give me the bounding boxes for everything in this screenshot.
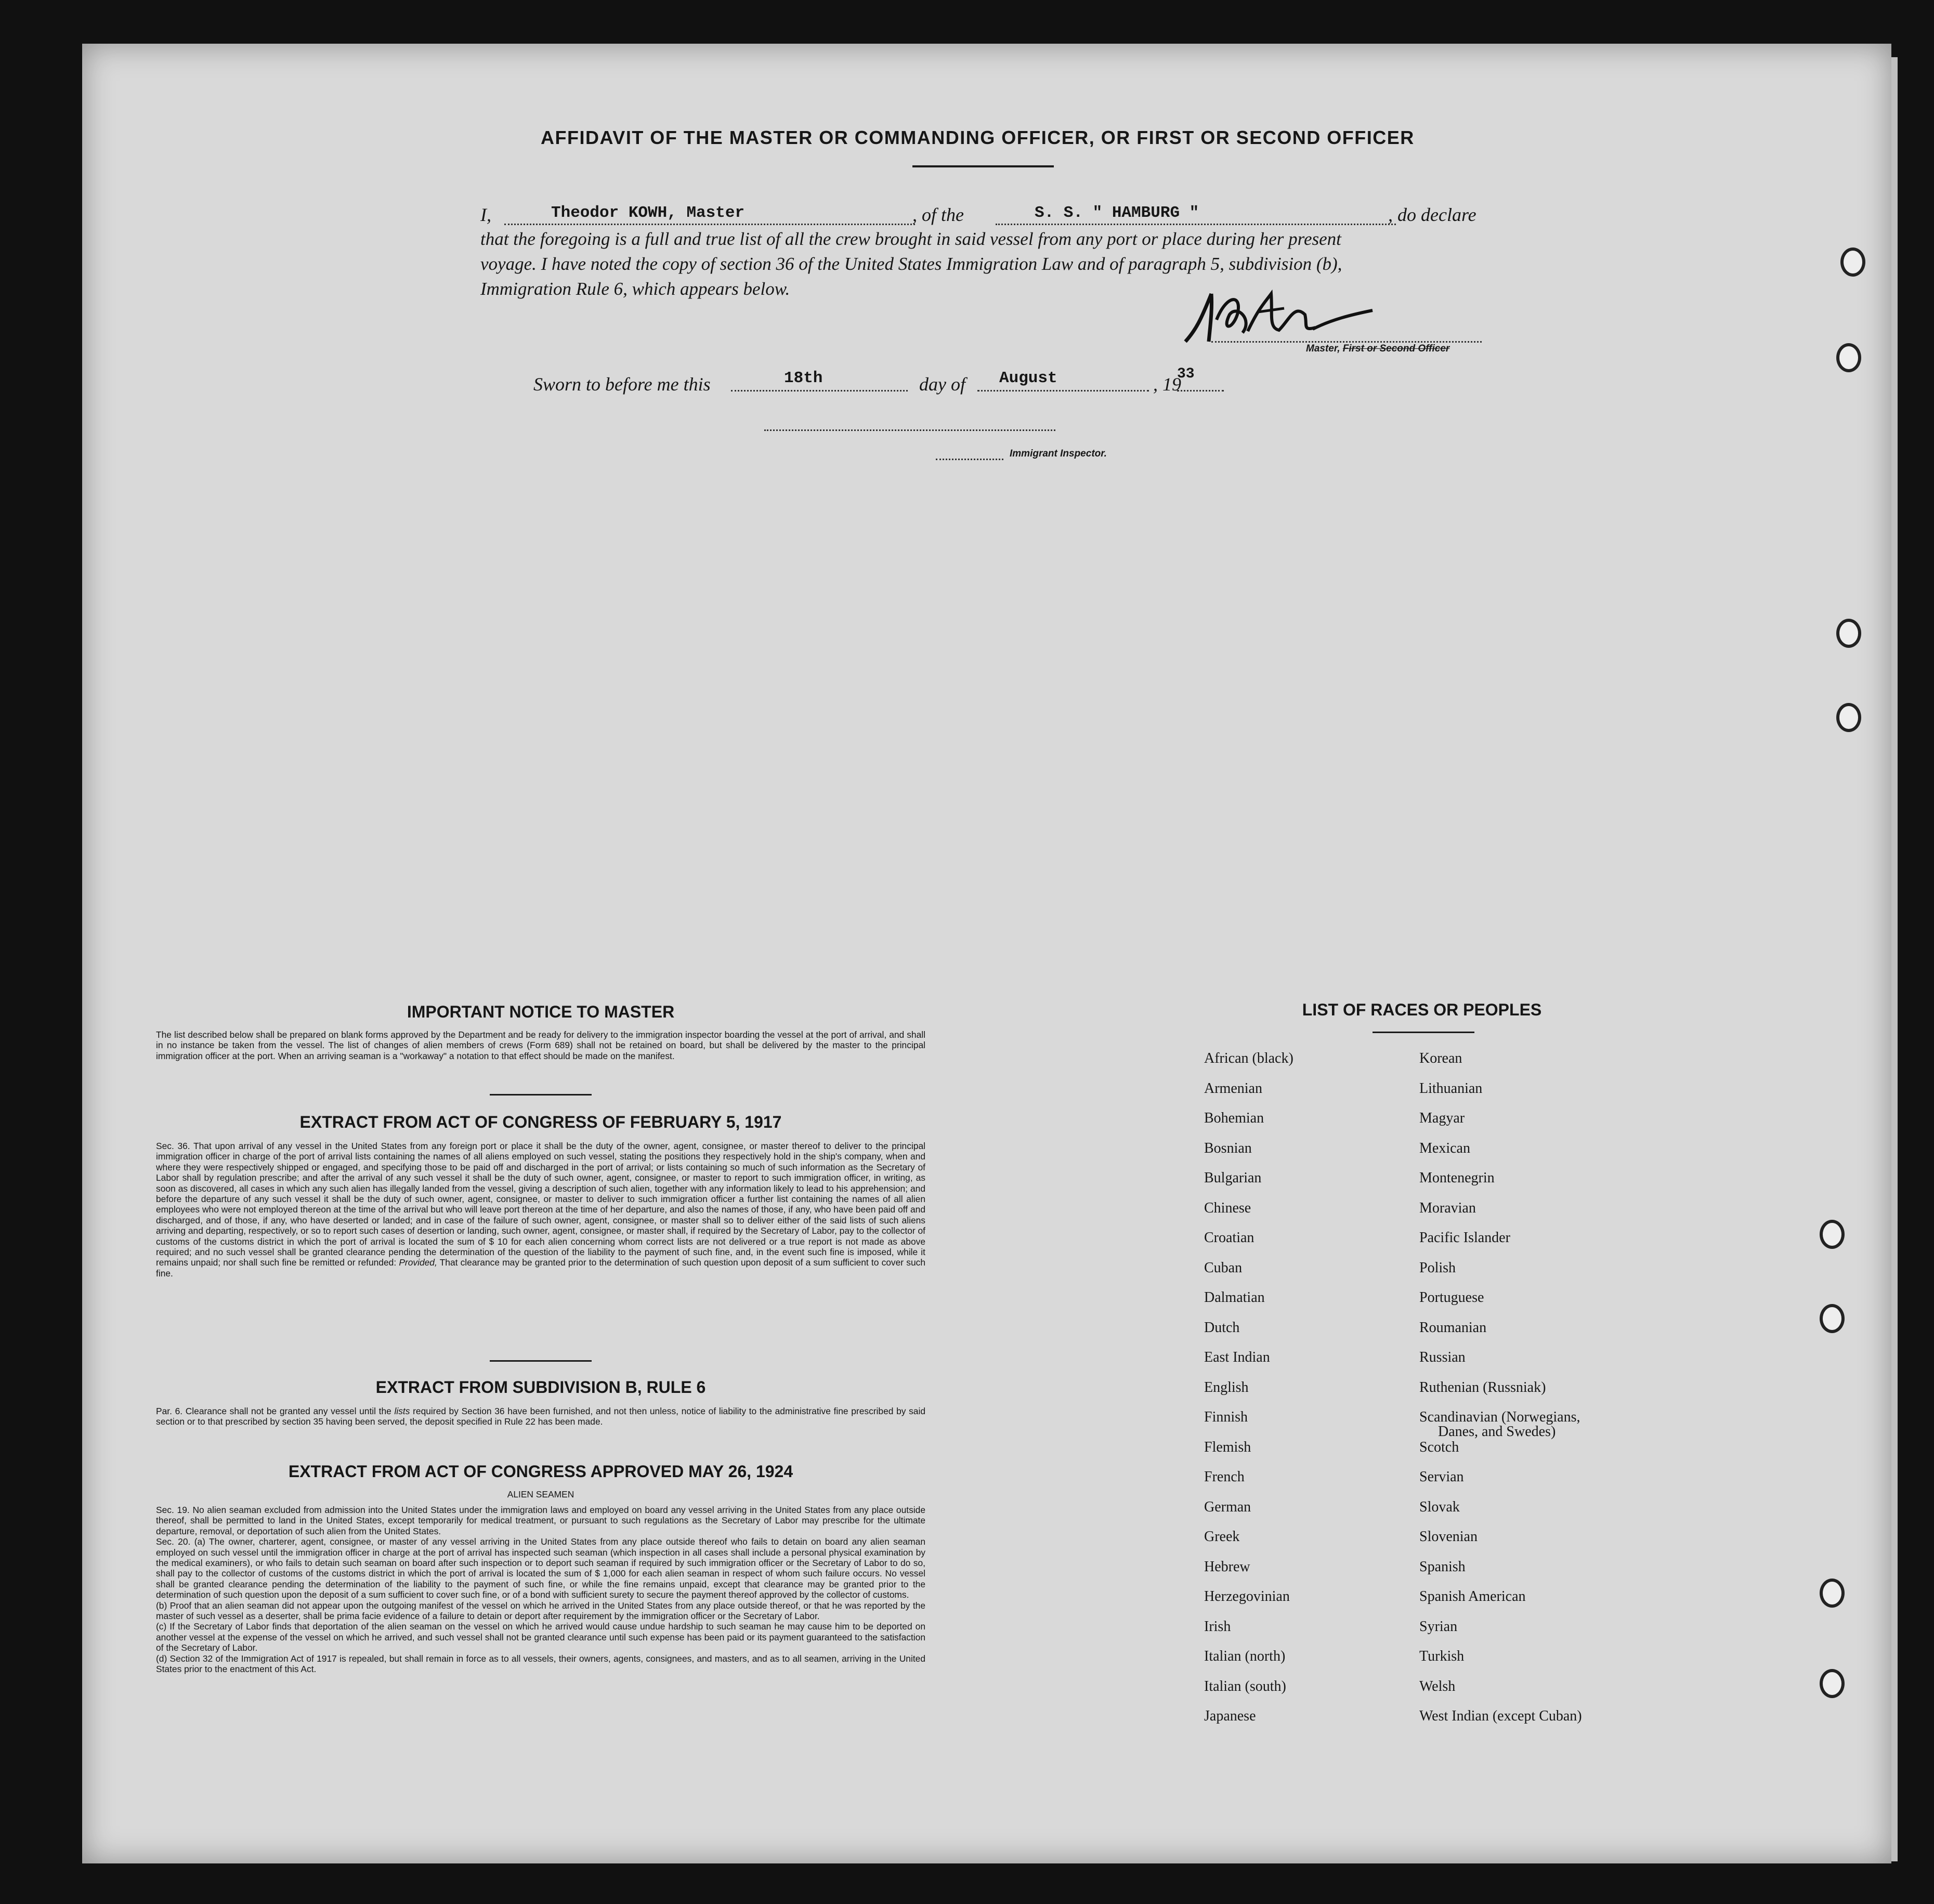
race-item: Croatian <box>1204 1230 1255 1246</box>
race-item: East Indian <box>1204 1349 1270 1365</box>
race-item: Scandinavian (Norwegians, <box>1419 1409 1580 1425</box>
vessel-line <box>996 224 1396 225</box>
race-item: Korean <box>1419 1050 1462 1066</box>
day-line <box>731 390 908 392</box>
rule-6-text-b: required by Section 36 have been furnished, and not then unless, notice of liability to the administrative fine prescribed by said section or to that prescribed by section 35 having been served, the deposit specified in Rule 22 has been made. <box>156 1406 925 1427</box>
sec-19: Sec. 19. No alien seaman excluded from admission into the United States under the immigration laws and employed on board any vessel arriving in the United States from any place outside thereof, shall be permitted to land in the United States, except temporarily for medical treatment, or pursuant to such regulations as the Secretary of Labor may prescribe for the ultimate departure, removal, or deportation of such alien from the United States. <box>156 1505 925 1536</box>
race-item: Dalmatian <box>1204 1289 1265 1306</box>
inspector-label: Immigrant Inspector. <box>1010 448 1107 459</box>
race-item: Roumanian <box>1419 1319 1487 1336</box>
binder-hole-icon <box>1820 1304 1845 1333</box>
sec-20a: Sec. 20. (a) The owner, charterer, agent, consignee, or master of any vessel arriving in the United States from any place outside thereof who fails to detain on board any alien seaman employed on such vessel until the immigration officer in charge at the port of arrival has inspected such seaman (which inspection in all cases shall include a personal physical examination by the medical examiners), or who fails to detain such seaman on board after such inspection or to deport such seaman if required by such immigration officer or the Secretary of Labor to do so, shall pay to the collector of customs of the customs district in which the port of arrival is located the sum of $ 1,000 for each alien seaman in respect of whom such failure occurs. No vessel shall be granted clearance pending the determination of the liability to the payment of such fine, or while the fine remains unpaid, except that clearance may be granted prior to the determination of such question upon the deposit of a sum sufficient to cover such fine, or of a bond with sufficient surety to secure the payment thereof approved by the collector of customs. <box>156 1536 925 1600</box>
i-label: I, <box>480 204 491 225</box>
race-item: Lithuanian <box>1419 1080 1483 1097</box>
race-item: Bohemian <box>1204 1110 1264 1126</box>
master-name-line <box>504 224 915 225</box>
extract-1917-rule <box>490 1360 592 1362</box>
binder-hole-icon <box>1820 1220 1845 1249</box>
notice-text: The list described below shall be prepared on blank forms approved by the Department and be ready for delivery to the immigration inspector boarding the vessel at the port of arrival, and shall in no instance be taken from the vessel. The list of changes of alien members of crews (Form 689) shall not be retained on board, but shall be delivered by the master to the principal immigration officer at the port. When an arriving seaman is a "workaway" a notation to that effect should be made on the manifest. <box>156 1029 925 1061</box>
sec-20b: (b) Proof that an alien seaman did not appear upon the outgoing manifest of the vessel on which he arrived in the United States from any place outside thereof, or that he was reported by the master of such vessel as a deserter, shall be prima facie evidence of a failure to detain or deport after requirement by the immigration officer or the Secretary of Labor. <box>156 1600 925 1622</box>
extract-1917-title: EXTRACT FROM ACT OF CONGRESS OF FEBRUARY 5, 1917 <box>299 1113 782 1131</box>
race-item: Syrian <box>1419 1618 1458 1635</box>
race-item: Dutch <box>1204 1319 1240 1336</box>
master-label <box>1306 343 1449 355</box>
extract-1917-end: That clearance may be granted prior to the determination of such question upon deposit of a sum sufficient to cover such fine. <box>156 1257 925 1279</box>
sworn-day: 18th <box>784 369 823 387</box>
binder-hole-icon <box>1820 1669 1845 1698</box>
month-line <box>977 390 1149 392</box>
vessel-name: S. S. " HAMBURG " <box>1035 204 1199 222</box>
year-prefix: , 19 <box>1153 374 1181 395</box>
race-item: Welsh <box>1419 1678 1456 1694</box>
race-item: Pacific Islander <box>1419 1230 1510 1246</box>
race-item: Italian (north) <box>1204 1648 1286 1664</box>
title-rule <box>912 165 1054 167</box>
race-item-continued: Danes, and Swedes) <box>1438 1424 1556 1440</box>
rule-6-text-a: Par. 6. Clearance shall not be granted any vessel until the <box>156 1406 391 1416</box>
declaration-line-4: Immigration Rule 6, which appears below. <box>480 279 790 299</box>
race-item: Servian <box>1419 1469 1464 1485</box>
notice-title: IMPORTANT NOTICE TO MASTER <box>407 1002 675 1021</box>
affidavit-title: AFFIDAVIT OF THE MASTER OR COMMANDING OFFICER, OR FIRST OR SECOND OFFICER <box>541 127 1415 148</box>
notice-rule <box>490 1094 592 1096</box>
of-the-label: , of the <box>912 204 964 225</box>
extract-1924-text <box>156 1505 925 1675</box>
race-item: Montenegrin <box>1419 1170 1495 1186</box>
do-declare-label: , do declare <box>1388 204 1476 225</box>
race-item: Finnish <box>1204 1409 1248 1425</box>
sheet-edge <box>1891 57 1898 1861</box>
inspector-line <box>764 429 1055 431</box>
sworn-month: August <box>999 369 1057 387</box>
races-rule <box>1373 1032 1474 1033</box>
binder-hole-icon <box>1836 619 1861 648</box>
race-item: Bulgarian <box>1204 1170 1262 1186</box>
master-name: Theodor KOWH, Master <box>551 204 745 222</box>
extract-1917-text <box>156 1141 925 1279</box>
race-item: Greek <box>1204 1529 1240 1545</box>
race-item: African (black) <box>1204 1050 1293 1066</box>
race-item: Spanish American <box>1419 1588 1526 1605</box>
binder-hole-icon <box>1820 1579 1845 1608</box>
year-suffix: 33 <box>1177 366 1195 382</box>
signature-line <box>1211 341 1482 343</box>
race-item: Turkish <box>1419 1648 1465 1664</box>
provided-word: Provided, <box>399 1257 437 1268</box>
binder-hole-icon <box>1840 247 1865 277</box>
race-item: Russian <box>1419 1349 1466 1365</box>
sworn-label: Sworn to before me this <box>533 374 711 395</box>
race-item: Irish <box>1204 1618 1231 1635</box>
struck-role: First or Second Officer <box>1342 343 1450 354</box>
binder-hole-icon <box>1836 343 1861 372</box>
race-item: Chinese <box>1204 1199 1251 1216</box>
race-item: Italian (south) <box>1204 1678 1286 1694</box>
extract-1917-body: Sec. 36. That upon arrival of any vessel in the United States from any foreign port or place it shall be the duty of the owner, agent, consignee, or master thereof to deliver to the principal immigration officer in charge of the port of arrival lists containing the names of all aliens employed on such vessel, stating the positions they respectively hold in the ship's company, when and where they were respectively shipped or engaged, and specifying those to be paid off and discharged in the port of arrival; or lists containing so much of such information as the Secretary of Labor shall by regulation prescribe; and after the arrival of any such vessel it shall be the duty of such owner, agent, consignee, or master to report to such immigration officer, in writing, as soon as discovered, all cases in which any such alien has illegally landed from the vessel, giving a description of such alien, together with any information likely to lead to his apprehension; and before the departure of any such vessel it shall be the duty of such owner, agent, consignee, or master to deliver to such immigration officer a further list containing the names of all alien employees who were not employed thereon at the time of the arrival but who will leave port thereon at the time of her departure, and also the names of those, if any, who have been paid off and discharged, and of those, if any, who have deserted or landed; and in case of the failure of such owner, agent, consignee, or master shall so to deliver either of the said lists of such aliens arriving and departing, respectively, or so to report such cases of desertion or landing, such owner, agent, consignee, or master shall, if required by the Secretary of Labor, pay to the collector of customs of the customs district in which the port of arrival is located the sum of $ 10 for each alien concerning whom correct lists are not delivered or a true report is not made as above required; and no such vessel shall be granted clearance pending the determination of the question of the liability to the payment of such fine, and, in the event such fine is imposed, while it remains unpaid; nor shall such fine be remitted or refunded: <box>156 1141 925 1268</box>
race-item: Japanese <box>1204 1708 1256 1724</box>
race-item: English <box>1204 1379 1249 1396</box>
rule-6-title: EXTRACT FROM SUBDIVISION B, RULE 6 <box>375 1378 706 1397</box>
races-title: LIST OF RACES OR PEOPLES <box>1302 1000 1542 1019</box>
race-item: Herzegovinian <box>1204 1588 1290 1605</box>
race-item: Cuban <box>1204 1259 1243 1276</box>
master-role: Master, <box>1306 343 1340 354</box>
race-item: German <box>1204 1498 1251 1515</box>
declaration-line-2: that the foregoing is a full and true list of all the crew brought in said vessel from any port or place during her present <box>480 229 1341 249</box>
race-item: French <box>1204 1469 1245 1485</box>
race-item: Flemish <box>1204 1439 1251 1455</box>
race-item: Mexican <box>1419 1140 1470 1156</box>
race-item: Ruthenian (Russniak) <box>1419 1379 1546 1396</box>
alien-seamen-subtitle: ALIEN SEAMEN <box>507 1489 574 1499</box>
extract-1924-title: EXTRACT FROM ACT OF CONGRESS APPROVED MAY 26, 1924 <box>288 1462 793 1481</box>
inspector-line-short <box>936 459 1003 460</box>
race-item: Bosnian <box>1204 1140 1252 1156</box>
sec-20d: (d) Section 32 of the Immigration Act of 1917 is repealed, but shall remain in force as to all vessels, their owners, agents, consignees, and masters, and as to all seamen, arriving in the United States prior to the enactment of this Act. <box>156 1653 925 1675</box>
race-item: Hebrew <box>1204 1558 1250 1575</box>
race-item: Slovak <box>1419 1498 1460 1515</box>
race-item: Slovenian <box>1419 1529 1478 1545</box>
race-item: Moravian <box>1419 1199 1476 1216</box>
race-item: Polish <box>1419 1259 1456 1276</box>
race-item: Spanish <box>1419 1558 1466 1575</box>
race-item: Armenian <box>1204 1080 1262 1097</box>
sec-20c: (c) If the Secretary of Labor finds that deportation of the alien seaman on the vessel on which he arrived would cause undue hardship to such seaman he may cause him to be deported on another vessel at the expense of the vessel on which he arrived, and such vessel shall not be granted clearance until such expense has been paid or its payment guaranteed to the satisfaction of the Secretary of Labor. <box>156 1621 925 1653</box>
binder-hole-icon <box>1836 703 1861 732</box>
day-of-label: day of <box>919 374 965 395</box>
year-line <box>1177 390 1224 392</box>
race-item: Scotch <box>1419 1439 1459 1455</box>
race-item: Magyar <box>1419 1110 1465 1126</box>
declaration-line-3: voyage. I have noted the copy of section 36 of the United States Immigration Law and of paragraph 5, subdivision (b), <box>480 254 1342 274</box>
race-item: Portuguese <box>1419 1289 1484 1306</box>
race-item: West Indian (except Cuban) <box>1419 1708 1582 1724</box>
lists-word: lists <box>394 1406 410 1416</box>
rule-6-text <box>156 1406 925 1427</box>
